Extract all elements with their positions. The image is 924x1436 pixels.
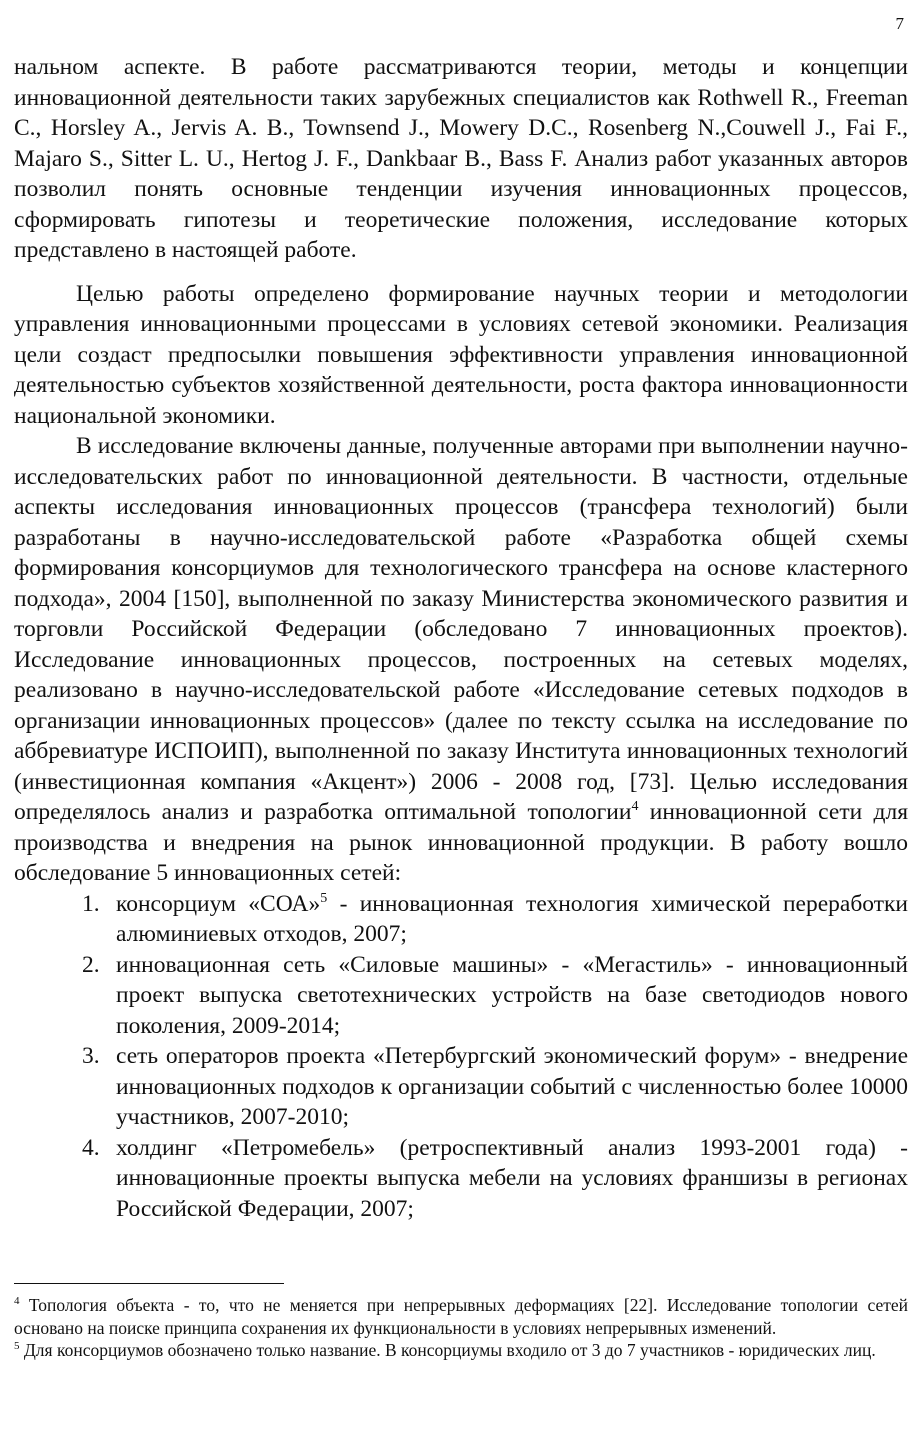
footnotes <box>14 1294 908 1362</box>
list-item-text-b: - инновационная технология химической переработки алюминиевых отходов, 2007; <box>116 890 909 947</box>
list-item-text-a: холдинг «Петромебель» (ретроспективный анализ 1993-2001 года) - инновационные проекты выпуска мебели на условиях франшизы в регионах Российской Федерации, 2007; <box>116 1134 908 1222</box>
footnote-ref-4[interactable]: 4 <box>631 799 639 815</box>
list-item-number: 3. <box>82 1043 100 1069</box>
footnote-text: Топология объекта - то, что не меняется при непрерывных деформациях [22]. Исследование топологии сетей основано на поиске принципа сохранения их функциональности в условиях непрерывных изменений. <box>14 1295 908 1338</box>
list-item-number: 1. <box>82 890 100 917</box>
footnote-mark: 4 <box>14 1295 20 1308</box>
footnote-separator <box>14 1283 284 1284</box>
paragraph-3-text-b: инновационной сети для производства и внедрения на рынок инновационной продукции. В работу вошло обследование 5 инновационных сетей: <box>14 799 908 886</box>
page-number: 7 <box>895 14 904 33</box>
footnote-5 <box>14 1339 908 1362</box>
footnote-text: Для консорциумов обозначено только название. В консорциумы входило от 3 до 7 участников - юридических лиц. <box>19 1340 876 1360</box>
footnote-mark: 5 <box>14 1340 20 1353</box>
list-item <box>14 1041 908 1133</box>
list-item-text-a: инновационная сеть «Силовые машины» - «Мегастиль» - инновационный проект выпуска светотехнических устройств на базе светодиодов нового поколения, 2009-2014; <box>116 951 908 1039</box>
list-item-text-a: сеть операторов проекта «Петербургский экономический форум» - внедрение инновационных подходов к организации событий с численностью более 10000 участников, 2007-2010; <box>116 1043 908 1130</box>
list-item-number: 2. <box>82 951 100 978</box>
footnote-ref-5[interactable]: 5 <box>320 890 328 906</box>
body-text <box>14 52 908 1224</box>
footnote-4 <box>14 1294 908 1339</box>
networks-list <box>14 889 908 1225</box>
list-item <box>14 950 908 1042</box>
list-item-number: 4. <box>82 1134 100 1161</box>
paragraph-1: нальном аспекте. В работе рассматриваются теории, методы и концепции инновационной деятельности таких зарубежных специалистов как Rothwell R., Freeman C., Horsley A., Jervis A. B., Townsend J., Mowery D.C., Rosenberg N.,Couwell J., Fai F., Majaro S., Sitter L. U., Hertog J. F., Dankbaar B., Bass F. Анализ работ указанных авторов позволил понять основные тенденции изучения инновационных процессов, сформировать гипотезы и теоретические положения, исследование которых представлено в настоящей работе. <box>14 54 908 263</box>
list-item <box>14 889 908 950</box>
list-item-text-a: консорциум «СОА» <box>116 890 321 917</box>
paragraph-3-text-a: В исследование включены данные, полученные авторами при выполнении научно-исследовательских работ по инновационной деятельности. В частности, отдельные аспекты исследования инновационных процессов (трансфера технологий) были разработаны в научно-исследовательской работе «Разработка общей схемы формирования консорциумов для технологического трансфера на основе кластерного подхода», 2004 [150], выполненной по заказу Министерства экономического развития и торговли Российской Федерации (обследовано 7 инновационных проектов). Исследование инновационных процессов, построенных на сетевых моделях, реализовано в научно-исследовательской работе «Исследование сетевых подходов в организации инновационных процессов» (далее по тексту ссылка на исследование по аббревиатуре ИСПОИП), выполненной по заказу Института инновационных технологий (инвестиционная компания «Акцент») 2006 - 2008 год, [73]. Целью исследования определялось анализ и разработка оптимальной топологии <box>14 433 908 825</box>
paragraph-3 <box>14 431 908 889</box>
list-item <box>14 1133 908 1225</box>
paragraph-2: Целью работы определено формирование научных теории и методологии управления инновационными процессами в условиях сетевой экономики. Реализация цели создаст предпосылки повышения эффективности управления инновационной деятельностью субъектов хозяйственной деятельности, роста фактора инновационности национальной экономики. <box>14 280 908 429</box>
